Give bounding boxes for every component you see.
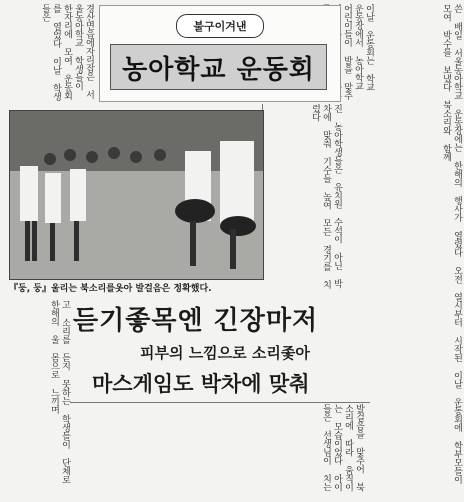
photo-scene xyxy=(10,111,263,279)
subhead-3: 마스게임도 박차에 맞춰 xyxy=(92,372,310,396)
subhead-1: 듣기좋목엔 긴장마저 xyxy=(73,306,319,336)
photograph xyxy=(9,110,264,280)
body-text-center-right: 진 농아학생들은 유치원 수석이 아닌 박차에 맞춰 기수들 높여 모든 경기를 치렀다 xyxy=(310,104,342,289)
headline-title: 농아학교 운동회 xyxy=(110,44,327,90)
body-text-center-bottom: 발걸음을 맞추어 북소리에 따라 움직이는 모습이었다 아이들은 선생님이 치는 xyxy=(321,404,364,491)
headline-kicker: 불구이겨낸 xyxy=(176,14,264,38)
subhead-2: 피부의 느낌으로 소리좇아 xyxy=(140,344,310,362)
photo-caption: 『둥, 둥』울리는 북소리를옷아 발걸음은 정확했다. xyxy=(9,284,212,294)
bottom-divider xyxy=(70,402,370,403)
body-text-left-bottom: 고 소리를 듣지 못하는 학생들이 단체로 한해의 울 몸으로 느끼며 xyxy=(49,300,70,484)
body-text-center-top: 이날 운동회는 학교 운동장에서 농아학교 어린이들이 발을 맞추 xyxy=(342,4,374,100)
body-text-right: 쓴 배일 서울농아학교 운동장에는 한해의 행사가 열렸다 오전 열시부터 시작된 이날 운동회에 학부모들이 모여 박수를 보냈다 북소리와 함께 xyxy=(441,4,462,484)
body-text-left-top: 경산면읍에자리잡은 서울농아학교 학생들이 한자리에 모여 운동회를 열었다 이날 학생들은 xyxy=(40,4,94,101)
